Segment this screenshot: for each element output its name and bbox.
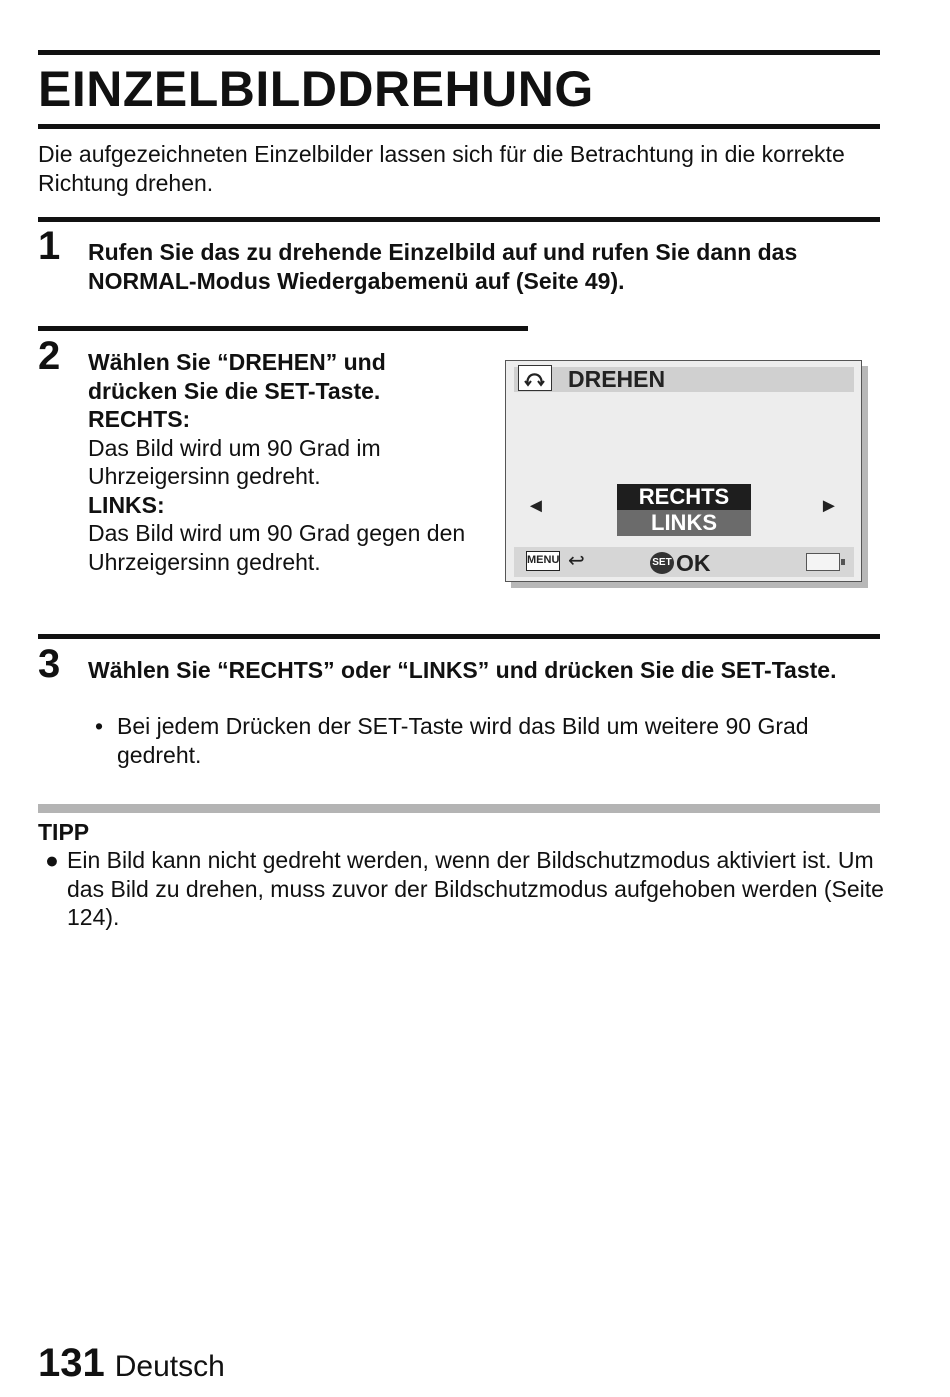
rechts-description: Das Bild wird um 90 Grad im Uhrzeigersinn gedreht. — [88, 434, 381, 489]
step3-bullet-text: Bei jedem Drücken der SET-Taste wird das Bild um weitere 90 Grad gedreht. — [117, 713, 809, 768]
camera-screen — [505, 360, 862, 582]
step1-rule — [38, 217, 880, 222]
screen-title: DREHEN — [568, 366, 666, 392]
tip-content — [45, 846, 885, 932]
menu-icon: MENU — [526, 551, 560, 571]
step2-rule — [38, 326, 528, 331]
step3-heading: Wählen Sie “RECHTS” oder “LINKS” und drücken Sie die SET-Taste. — [88, 657, 837, 683]
right-arrow-icon: ► — [819, 495, 839, 517]
step1-number: 1 — [38, 224, 61, 268]
option-rechts[interactable]: RECHTS — [617, 484, 751, 510]
tip-divider — [38, 804, 880, 813]
language-label: Deutsch — [114, 1350, 225, 1383]
title-underline — [38, 124, 880, 129]
top-rule — [38, 50, 880, 55]
option-links[interactable]: LINKS — [617, 510, 751, 536]
rotate-icon — [518, 365, 552, 391]
ok-label: OK — [676, 550, 711, 576]
rechts-label: RECHTS: — [88, 406, 191, 432]
links-description: Das Bild wird um 90 Grad gegen den Uhrzeigersinn gedreht. — [88, 520, 466, 575]
step2-content — [88, 348, 478, 576]
intro-text: Die aufgezeichneten Einzelbilder lassen sich für die Betrachtung in die korrekte Richtung drehen. — [38, 141, 845, 196]
set-icon: SET — [650, 552, 674, 574]
step3-number: 3 — [38, 642, 61, 686]
page-number: 131 — [38, 1341, 105, 1385]
page-title: EINZELBILDDREHUNG — [38, 61, 594, 117]
tip-text: Ein Bild kann nicht gedreht werden, wenn der Bildschutzmodus aktiviert ist. Um das Bild zu drehen, muss zuvor der Bildschutzmodus aufgehoben werden (Seite 124). — [67, 847, 884, 930]
tip-heading: TIPP — [38, 819, 90, 845]
battery-icon — [806, 553, 840, 571]
links-label: LINKS: — [88, 491, 165, 518]
step1-heading: Rufen Sie das zu drehende Einzelbild auf und rufen Sie dann das NORMAL-Modus Wiedergabemenü auf (Seite 49). — [88, 239, 798, 294]
back-icon: ↩ — [568, 550, 585, 572]
tip-bullet-dot: ● — [45, 847, 59, 873]
bullet-dot: • — [95, 713, 104, 739]
step3-bullet — [95, 712, 885, 769]
step2-heading: Wählen Sie “DREHEN” und drücken Sie die SET-Taste. — [88, 349, 386, 404]
step2-number: 2 — [38, 334, 61, 378]
page-footer — [38, 1338, 225, 1397]
step3-rule — [38, 634, 880, 639]
screen-header-bar — [514, 367, 854, 392]
left-arrow-icon: ◄ — [526, 495, 546, 517]
